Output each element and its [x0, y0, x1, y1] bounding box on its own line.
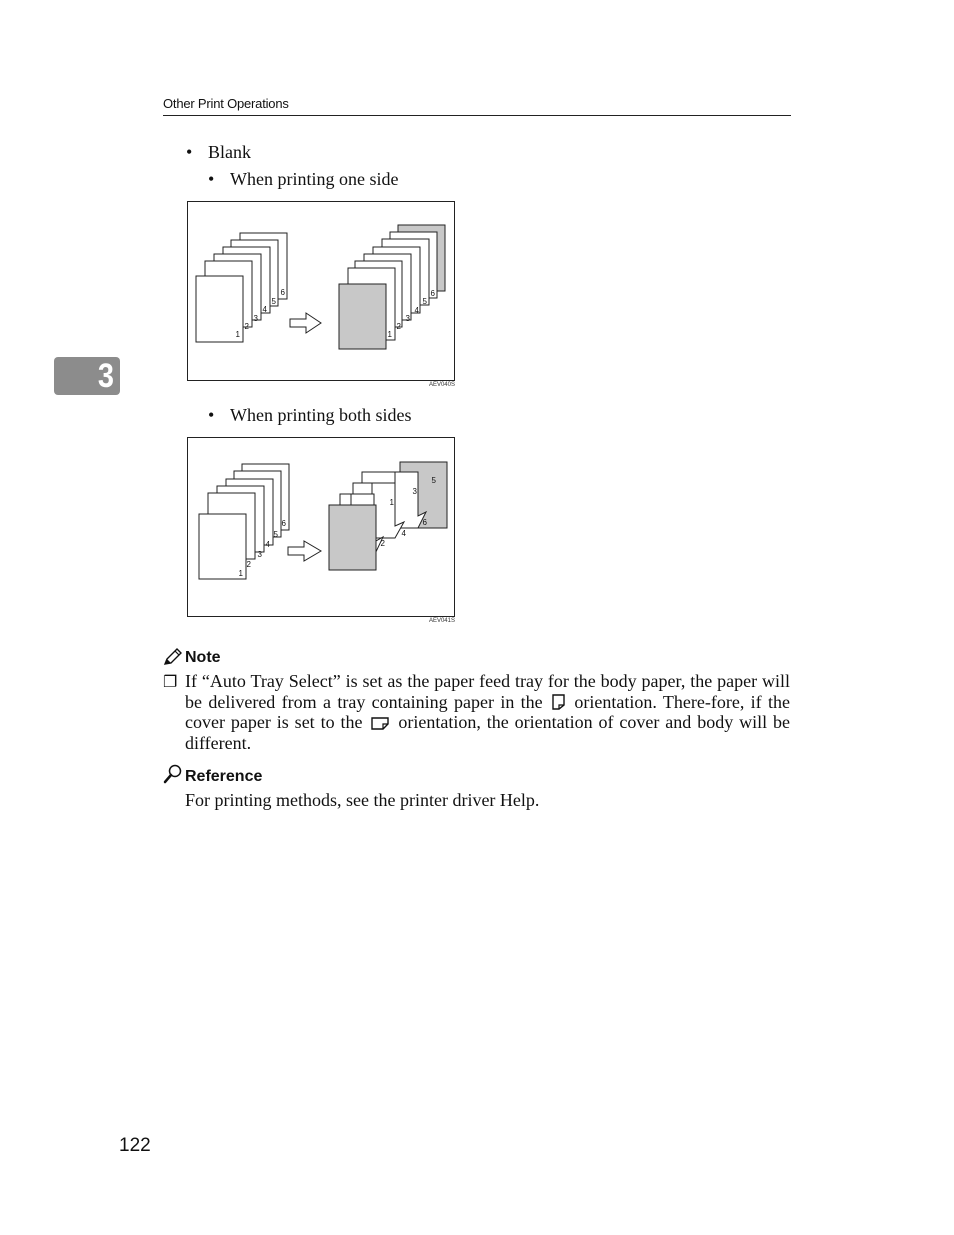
- reference-heading: [163, 764, 363, 786]
- page-label: 5: [271, 297, 276, 306]
- page-label: 4: [262, 305, 267, 314]
- landscape-orientation-icon: [371, 717, 389, 730]
- one-side-diagram: [188, 202, 454, 380]
- portrait-orientation-icon: [552, 694, 565, 710]
- bullet-both-sides: • When printing both sides: [208, 405, 412, 425]
- page-label: 1: [389, 498, 394, 507]
- figure-one-side: [187, 201, 455, 381]
- figure-code: AEV040S: [428, 382, 455, 388]
- checkbox-icon: ❐: [163, 674, 178, 691]
- page-label: 6: [281, 519, 286, 528]
- reference-title: Reference: [185, 768, 263, 785]
- page-label: 2: [380, 539, 385, 548]
- bullet-one-side: • When printing one side: [208, 169, 399, 189]
- running-header: [163, 96, 791, 116]
- page-number: 122: [119, 1135, 151, 1156]
- page-label: 6: [280, 288, 285, 297]
- magnifier-icon: [163, 764, 183, 784]
- page-label: 6: [430, 289, 435, 298]
- page-label: 3: [257, 550, 262, 559]
- note-heading: [163, 648, 363, 668]
- page-label: 4: [401, 529, 406, 538]
- chapter-tab: [54, 357, 120, 395]
- page-label: 2: [396, 322, 401, 331]
- page-label: 2: [244, 322, 249, 331]
- page-label: 5: [273, 530, 278, 539]
- pencil-icon: [163, 648, 183, 666]
- note-text: If “Auto Tray Select” is set as the paper feed tray for the body paper, the paper will be delivered from a tray containing paper in the orientation. There-fore, if the cover paper is set to the orientation, the orientation of cover and body will be different.: [185, 671, 791, 753]
- page-label: 1: [387, 330, 392, 339]
- page-label: 3: [412, 487, 417, 496]
- section-title: Other Print Operations: [163, 96, 289, 111]
- chapter-number: 3: [97, 357, 114, 395]
- both-sides-diagram: [188, 438, 454, 616]
- page-label: 4: [414, 306, 419, 315]
- page-label: 1: [235, 330, 240, 339]
- page-label: 3: [405, 314, 410, 323]
- figure-code: AEV041S: [428, 618, 455, 624]
- page-label: 2: [246, 560, 251, 569]
- figure-both-sides: [187, 437, 455, 617]
- page-label: 5: [431, 476, 436, 485]
- page-label: 4: [265, 540, 270, 549]
- page-label: 1: [238, 569, 243, 578]
- reference-text: For printing methods, see the printer driver Help.: [185, 790, 540, 810]
- page-label: 5: [422, 297, 427, 306]
- page-label: 6: [422, 518, 427, 527]
- bullet-blank: • Blank: [186, 142, 251, 162]
- note-title: Note: [185, 649, 221, 666]
- page-label: 3: [253, 314, 258, 323]
